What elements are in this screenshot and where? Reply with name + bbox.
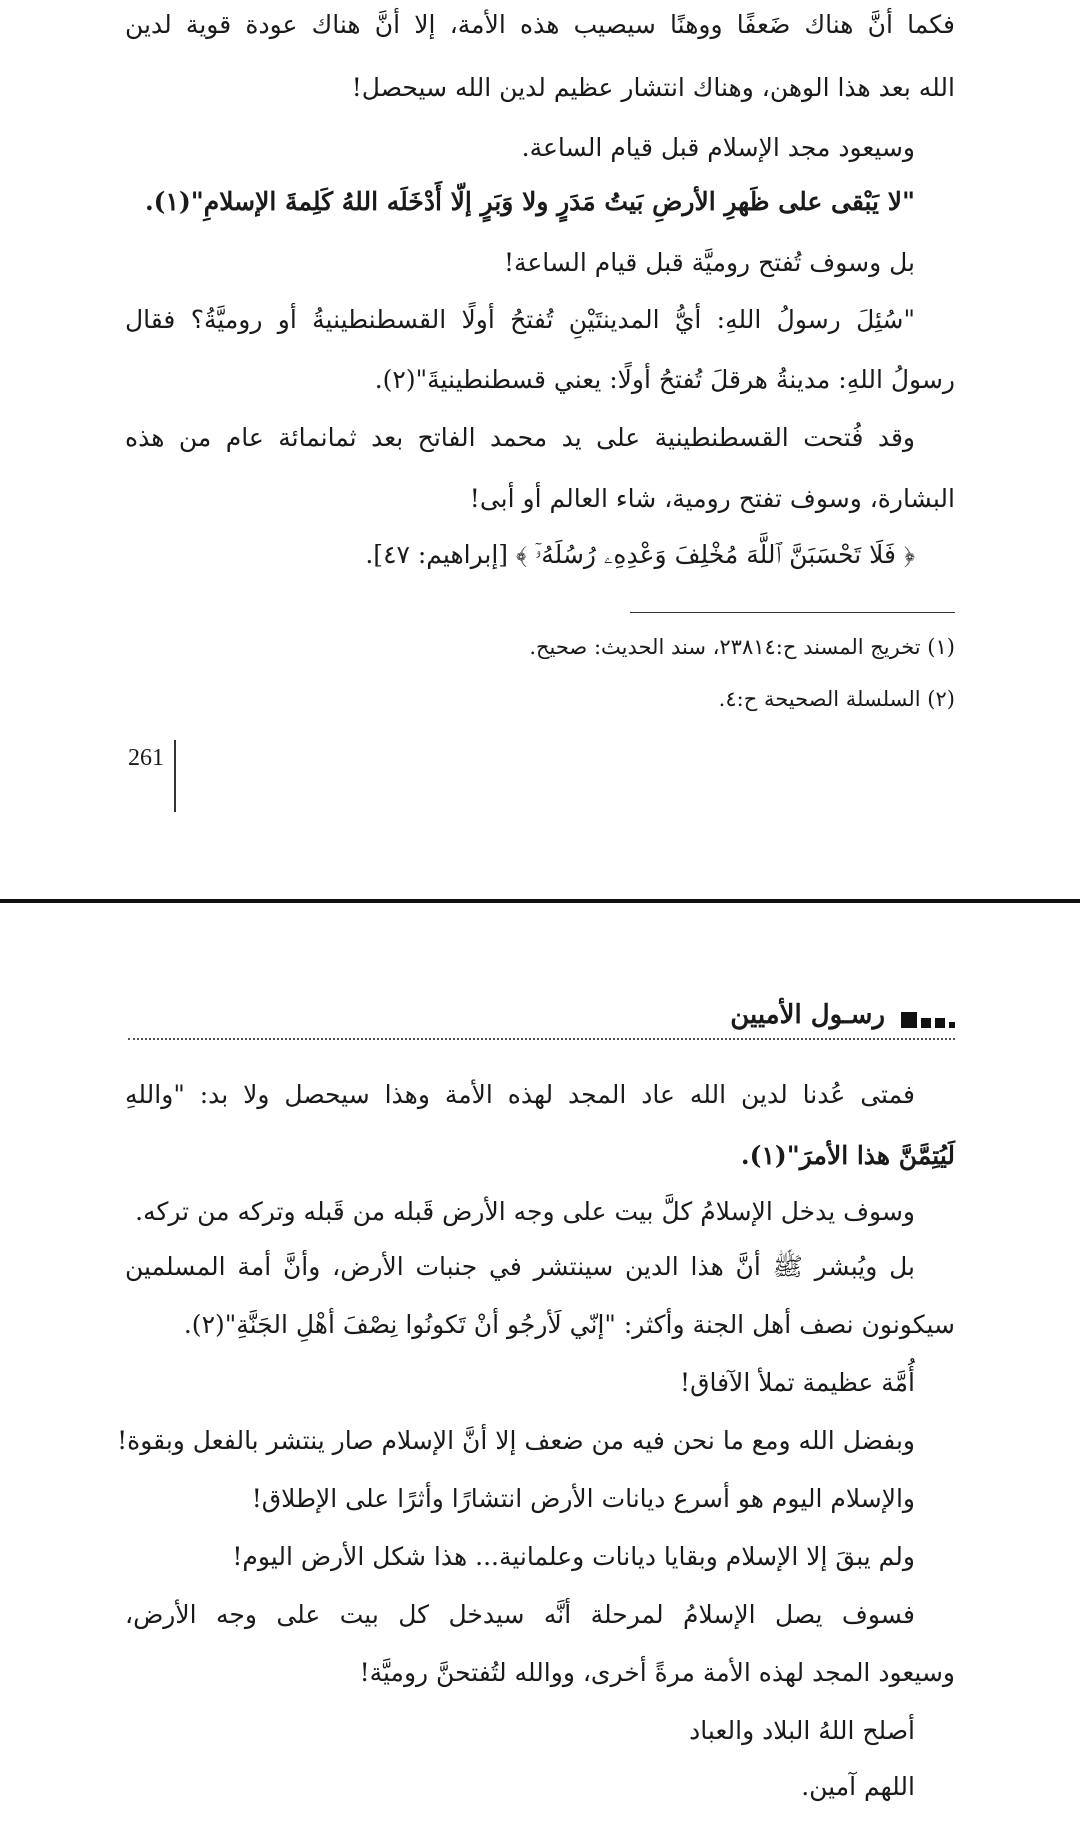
text-line: اللهم آمين. — [801, 1772, 915, 1801]
footnote-2: (٢) السلسلة الصحيحة ح:٤. — [718, 687, 955, 711]
page-separator — [0, 899, 1080, 903]
page-number-rule — [174, 740, 176, 812]
text-line: الله بعد هذا الوهن، وهناك انتشار عظيم لدين الله سيحصل! — [351, 73, 955, 102]
page-number: 261 — [128, 745, 164, 771]
text-line: وسيعود المجد لهذه الأمة مرةً أخرى، ووالله لتُفتحنَّ روميَّة! — [359, 1658, 955, 1687]
text-line: وسوف يدخل الإسلامُ كلَّ بيت على وجه الأرض قَبله من قَبله وتركه من تركه. — [135, 1197, 915, 1226]
text-line: وبفضل الله ومع ما نحن فيه من ضعف إلا أنَّ الإسلام صار ينتشر بالفعل وبقوة! — [117, 1426, 915, 1455]
text-line: أصلح اللهُ البلاد والعباد — [689, 1716, 915, 1745]
page-bottom — [0, 910, 1080, 1822]
text-line: البشارة، وسوف تفتح رومية، شاء العالم أو أبى! — [469, 484, 955, 513]
hadith-line: لَيُتِمَّنَّ هذا الأمرَ"(١). — [740, 1141, 955, 1170]
page-top — [0, 0, 1080, 900]
footnote-1: (١) تخريج المسند ح:٢٣٨١٤، سند الحديث: صحيح. — [529, 635, 955, 659]
text-line: بل ويُبشر ﷺ أنَّ هذا الدين سينتشر في جنبات الأرض، وأنَّ أمة المسلمين — [125, 1252, 915, 1281]
text-line: وقد فُتحت القسطنطينية على يد محمد الفاتح بعد ثمانمائة عام من هذه — [125, 423, 915, 452]
text-line: وسيعود مجد الإسلام قبل قيام الساعة. — [521, 133, 915, 162]
text-line: ولم يبقَ إلا الإسلام وبقايا ديانات وعلمانية... هذا شكل الأرض اليوم! — [232, 1542, 915, 1571]
hadith-line: رسولُ اللهِ: مدينةُ هرقلَ تُفتحُ أولًا: يعني قسطنطينيةَ"(٢). — [374, 365, 955, 394]
hadith-line: "سُئِلَ رسولُ اللهِ: أيُّ المدينتَيْنِ تُفتحُ أولًا القسطنطينيةُ أو روميَّةُ؟ فقال — [125, 305, 915, 334]
text-line: فمتى عُدنا لدين الله عاد المجد لهذه الأمة وهذا سيحصل ولا بد: "واللهِ — [125, 1080, 915, 1109]
text-line: والإسلام اليوم هو أسرع ديانات الأرض انتشارًا وأثرًا على الإطلاق! — [251, 1484, 915, 1513]
footnote-divider — [630, 612, 955, 613]
text-line: فسوف يصل الإسلامُ لمرحلة أنَّه سيدخل كل بيت على وجه الأرض، — [125, 1600, 915, 1629]
header-title: رسـول الأميين — [730, 1000, 885, 1030]
page-bottom-text — [0, 910, 1080, 1822]
text-line: بل وسوف تُفتح روميَّة قبل قيام الساعة! — [503, 248, 915, 277]
quran-verse: ﴿ فَلَا تَحْسَبَنَّ ٱللَّهَ مُخْلِفَ وَعْدِهِۦ رُسُلَهُۥٓ ﴾ [إبراهيم: ٤٧]. — [365, 540, 915, 569]
text-line: أُمَّة عظيمة تملأ الآفاق! — [680, 1368, 915, 1397]
hadith-line: "لا يَبْقى على ظَهرِ الأرضِ بَيتُ مَدَرٍ ولا وَبَرٍ إلّا أَدْخَلَه اللهُ كَلِمةَ الإسلامِ"(١). — [144, 187, 915, 216]
text-line: فكما أنَّ هناك ضَعفًا ووهنًا سيصيب هذه الأمة، إلا أنَّ هناك عودة قوية لدين — [125, 10, 955, 39]
hadith-line: سيكونون نصف أهل الجنة وأكثر: "إنّي لَأرجُو أنْ تَكونُوا نِصْفَ أهْلِ الجَنَّةِ"(٢). — [183, 1310, 955, 1339]
